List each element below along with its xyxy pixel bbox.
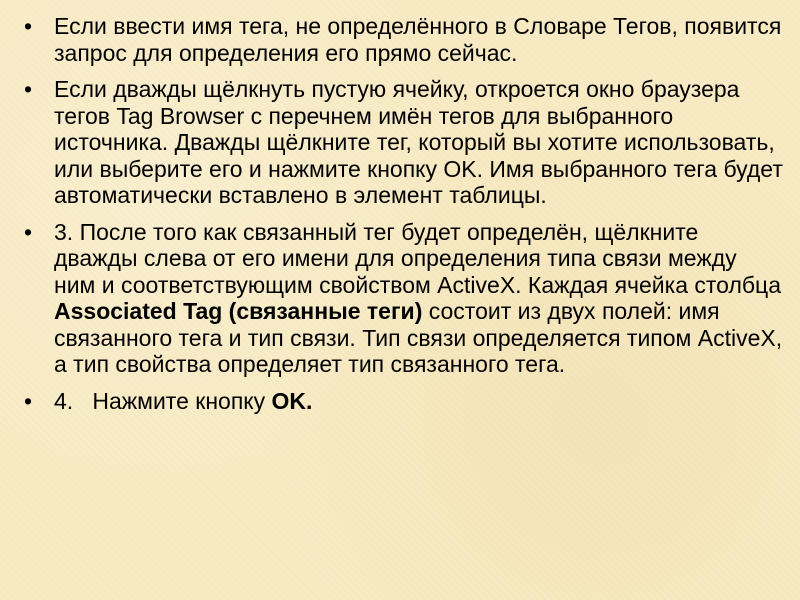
bullet-list <box>24 13 784 424</box>
list-item <box>24 388 784 415</box>
bullet-text: Если ввести имя тега, не определённого в Словаре Тегов, появится запрос для определения его прямо сейчас. <box>54 13 782 66</box>
bullet-text-after: состоит из двух полей: имя связанного тега и тип связи. Тип связи определяется типом ActiveX, а тип свойства определяет тип связанного тега. <box>54 298 783 377</box>
bullet-text: Если дважды щёлкнуть пустую ячейку, откроется окно браузера тегов Tag Browser с перечнем имён тегов для выбранного источника. Дважды щёлкните тег, который вы хотите использовать, или выберите его и нажмите кнопку OK. Имя выбранного тега будет автоматически вставлено в элемент таблицы. <box>54 76 783 208</box>
bullet-bold-text: Associated Tag (связанные теги) <box>54 298 423 324</box>
bullet-icon: • <box>24 387 33 414</box>
list-item <box>24 219 784 378</box>
bullet-icon: • <box>24 218 33 245</box>
bullet-text: 3. После того как связанный тег будет определён, щёлкните дважды слева от его имени для определения типа связи между ним и соответствующим свойством ActiveX. Каждая ячейка столбца <box>54 218 782 298</box>
list-item <box>24 13 784 66</box>
list-item <box>24 76 784 209</box>
bullet-text: 4. Нажмите кнопку <box>54 387 272 414</box>
bullet-bold-text: OK. <box>271 387 313 414</box>
bullet-icon: • <box>24 13 33 39</box>
bullet-icon: • <box>24 76 33 102</box>
